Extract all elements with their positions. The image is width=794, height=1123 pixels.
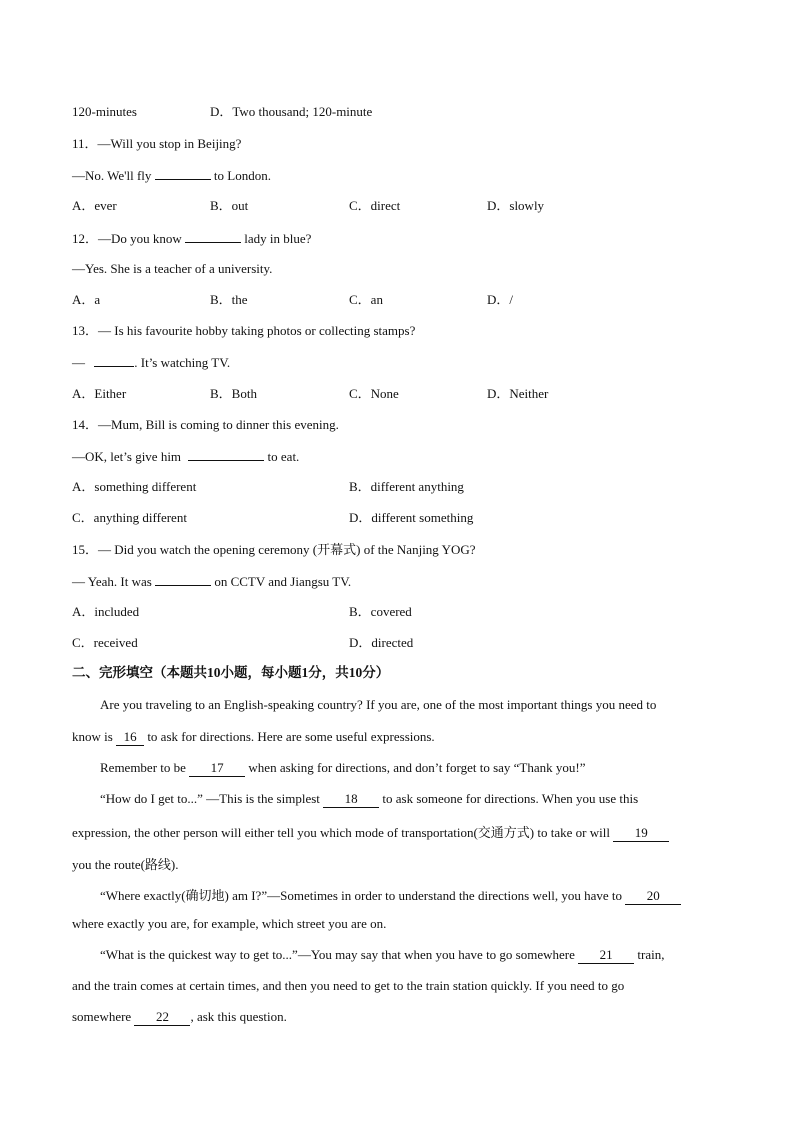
passage-text: “How do I get to...” —This is the simplest bbox=[100, 791, 320, 806]
blank-22: 22 bbox=[134, 1009, 190, 1026]
section-heading-cloze: 二、完形填空（本题共10小题，每小题1分，共10分） bbox=[72, 665, 390, 680]
q12-reply: —Yes. She is a teacher of a university. bbox=[72, 261, 273, 276]
q15-reply-a: — Yeah. It was bbox=[72, 574, 152, 589]
q15-reply-b: on CCTV and Jiangsu TV. bbox=[214, 574, 352, 589]
q12-option-d: D．/ bbox=[487, 292, 514, 307]
q11-reply-b: to London. bbox=[213, 168, 271, 183]
passage-text: Remember to be bbox=[100, 760, 186, 775]
q12-option-c: C．an bbox=[349, 292, 383, 307]
q15-reply bbox=[72, 573, 351, 590]
q12-option-b: B．the bbox=[210, 292, 248, 307]
blank-21: 21 bbox=[578, 947, 634, 964]
q14-reply-b: to eat. bbox=[267, 449, 300, 464]
q12-blank bbox=[185, 230, 241, 243]
q12-stem-a: 12．—Do you know bbox=[72, 231, 182, 246]
q14-option-d: D．different something bbox=[349, 510, 474, 525]
passage-text: to ask for directions. Here are some useful expressions. bbox=[147, 729, 435, 744]
q14-blank bbox=[188, 448, 264, 461]
q15-option-b: B．covered bbox=[349, 604, 412, 619]
q15-blank bbox=[155, 573, 211, 586]
blank-18: 18 bbox=[323, 791, 379, 808]
blank-17: 17 bbox=[189, 760, 245, 777]
blank-20: 20 bbox=[625, 888, 681, 905]
q13-option-b: B．Both bbox=[210, 386, 257, 401]
q11-option-c: C．direct bbox=[349, 198, 401, 213]
q13-stem: 13．— Is his favourite hobby taking photos or collecting stamps? bbox=[72, 323, 416, 338]
q15-option-a: A．included bbox=[72, 604, 140, 619]
q10-option-d: D．Two thousand; 120-minute bbox=[210, 104, 373, 119]
q12-stem-b: lady in blue? bbox=[244, 231, 312, 246]
blank-16: 16 bbox=[116, 729, 144, 746]
q15-stem: 15．— Did you watch the opening ceremony (开幕式) of the Nanjing YOG? bbox=[72, 542, 476, 557]
q15-option-d: D．directed bbox=[349, 635, 414, 650]
q14-option-b: B．different anything bbox=[349, 479, 464, 494]
q11-reply-a: —No. We'll fly bbox=[72, 168, 152, 183]
passage-line-1: Are you traveling to an English-speaking country? If you are, one of the most important things you need to bbox=[100, 697, 657, 712]
q14-reply-a: —OK, let’s give him bbox=[72, 449, 182, 464]
passage-text: “What is the quickest way to get to...”—You may say that when you have to go somewhere bbox=[100, 947, 575, 962]
q11-blank bbox=[155, 167, 211, 180]
passage-line-4 bbox=[100, 791, 750, 808]
blank-19: 19 bbox=[613, 825, 669, 842]
q15-option-c: C．received bbox=[72, 635, 138, 650]
q13-option-a: A．Either bbox=[72, 386, 127, 401]
passage-text: know is bbox=[72, 729, 113, 744]
q11-option-a: A．ever bbox=[72, 198, 117, 213]
q13-option-d: D．Neither bbox=[487, 386, 549, 401]
passage-line-8: where exactly you are, for example, which street you are on. bbox=[72, 916, 387, 931]
passage-text: “Where exactly(确切地) am I?”—Sometimes in order to understand the directions well, you have to bbox=[100, 888, 622, 903]
passage-line-7 bbox=[100, 885, 750, 905]
q11-option-b: B．out bbox=[210, 198, 249, 213]
passage-text: to ask someone for directions. When you use this bbox=[382, 791, 639, 806]
q12-stem bbox=[72, 230, 311, 247]
passage-text: somewhere bbox=[72, 1009, 132, 1024]
passage-line-2 bbox=[72, 729, 722, 746]
passage-line-9 bbox=[100, 947, 750, 964]
passage-line-10: and the train comes at certain times, and then you need to get to the train station quickly. If you need to go bbox=[72, 978, 625, 993]
q13-reply-a: — bbox=[72, 355, 85, 370]
passage-text: expression, the other person will either tell you which mode of transportation(交通方式) to take or will bbox=[72, 825, 610, 840]
q12-option-a: A．a bbox=[72, 292, 101, 307]
passage-text: train, bbox=[637, 947, 665, 962]
q11-stem: 11．—Will you stop in Beijing? bbox=[72, 136, 242, 151]
q14-option-a: A．something different bbox=[72, 479, 197, 494]
q14-stem: 14．—Mum, Bill is coming to dinner this evening. bbox=[72, 417, 339, 432]
q11-reply bbox=[72, 167, 271, 184]
q10-option-c-tail: 120-minutes bbox=[72, 104, 137, 119]
passage-text: when asking for directions, and don’t forget to say “Thank you!” bbox=[248, 760, 586, 775]
q13-blank bbox=[94, 354, 134, 367]
passage-line-5 bbox=[72, 822, 722, 842]
passage-line-3 bbox=[100, 760, 750, 777]
q13-reply bbox=[72, 354, 230, 371]
passage-line-6: you the route(路线). bbox=[72, 857, 179, 872]
passage-line-11 bbox=[72, 1009, 722, 1026]
q13-option-c: C．None bbox=[349, 386, 399, 401]
q11-option-d: D．slowly bbox=[487, 198, 545, 213]
passage-text: , ask this question. bbox=[190, 1009, 287, 1024]
q13-reply-b: . It’s watching TV. bbox=[134, 355, 231, 370]
q14-reply bbox=[72, 448, 299, 465]
q14-option-c: C．anything different bbox=[72, 510, 187, 525]
